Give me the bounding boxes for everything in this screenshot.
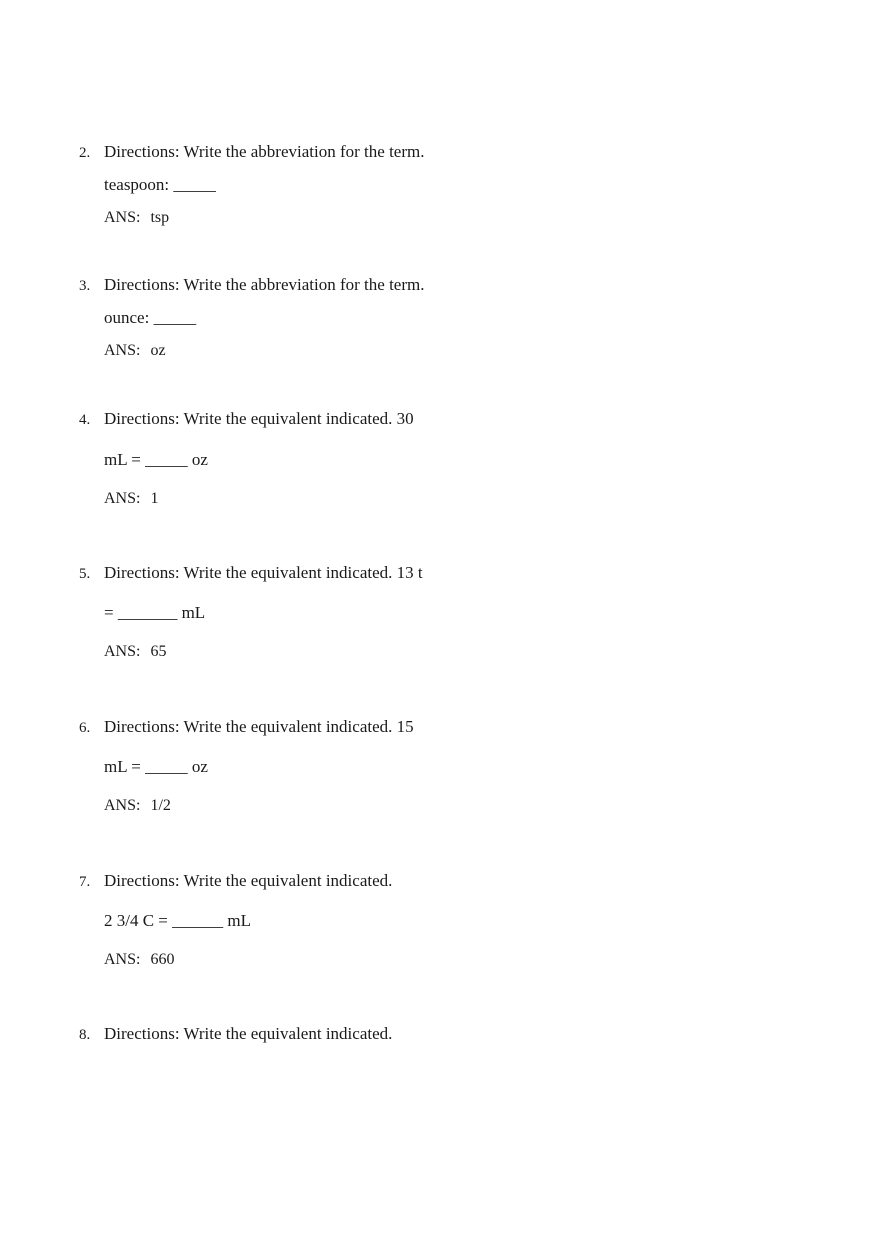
- question-directions: Directions: Write the equivalent indicated.: [104, 871, 393, 890]
- question-directions: Directions: Write the equivalent indicated. 15: [104, 717, 414, 736]
- question-prompt: teaspoon: _____: [104, 175, 216, 194]
- answer-label: ANS:: [104, 797, 141, 814]
- question-directions: Directions: Write the equivalent indicated. 30: [104, 409, 414, 428]
- question-prompt: 2 3/4 C = ______ mL: [104, 911, 252, 930]
- question-number: 2.: [79, 145, 91, 161]
- answer-label: ANS:: [104, 951, 141, 968]
- answer-value: 1/2: [150, 797, 171, 814]
- question-number: 4.: [79, 412, 91, 428]
- question-number: 5.: [79, 566, 91, 582]
- answer-value: tsp: [150, 209, 170, 226]
- answer-line: [104, 341, 166, 361]
- answer-line: [104, 642, 166, 662]
- answer-line: [104, 796, 171, 816]
- question-number: 7.: [79, 874, 91, 890]
- question-directions: Directions: Write the abbreviation for the term.: [104, 142, 425, 161]
- question-directions: Directions: Write the equivalent indicated.: [104, 1024, 393, 1043]
- answer-line: [104, 489, 158, 509]
- question-directions: Directions: Write the equivalent indicated. 13 t: [104, 563, 423, 582]
- question-number: 3.: [79, 278, 91, 294]
- answer-line: [104, 950, 174, 970]
- question-number: 6.: [79, 720, 91, 736]
- answer-label: ANS:: [104, 209, 141, 226]
- answer-label: ANS:: [104, 490, 141, 507]
- question-prompt: ounce: _____: [104, 308, 197, 327]
- question-directions: Directions: Write the abbreviation for the term.: [104, 275, 425, 294]
- answer-value: 1: [150, 490, 159, 507]
- question-prompt: mL = _____ oz: [104, 450, 208, 469]
- question-number: 8.: [79, 1027, 91, 1043]
- question-prompt: = _______ mL: [104, 603, 206, 622]
- answer-line: [104, 208, 169, 228]
- answer-label: ANS:: [104, 643, 141, 660]
- answer-value: oz: [150, 342, 166, 359]
- answer-value: 65: [150, 643, 167, 660]
- question-prompt: mL = _____ oz: [104, 757, 208, 776]
- answer-value: 660: [150, 951, 175, 968]
- answer-label: ANS:: [104, 342, 141, 359]
